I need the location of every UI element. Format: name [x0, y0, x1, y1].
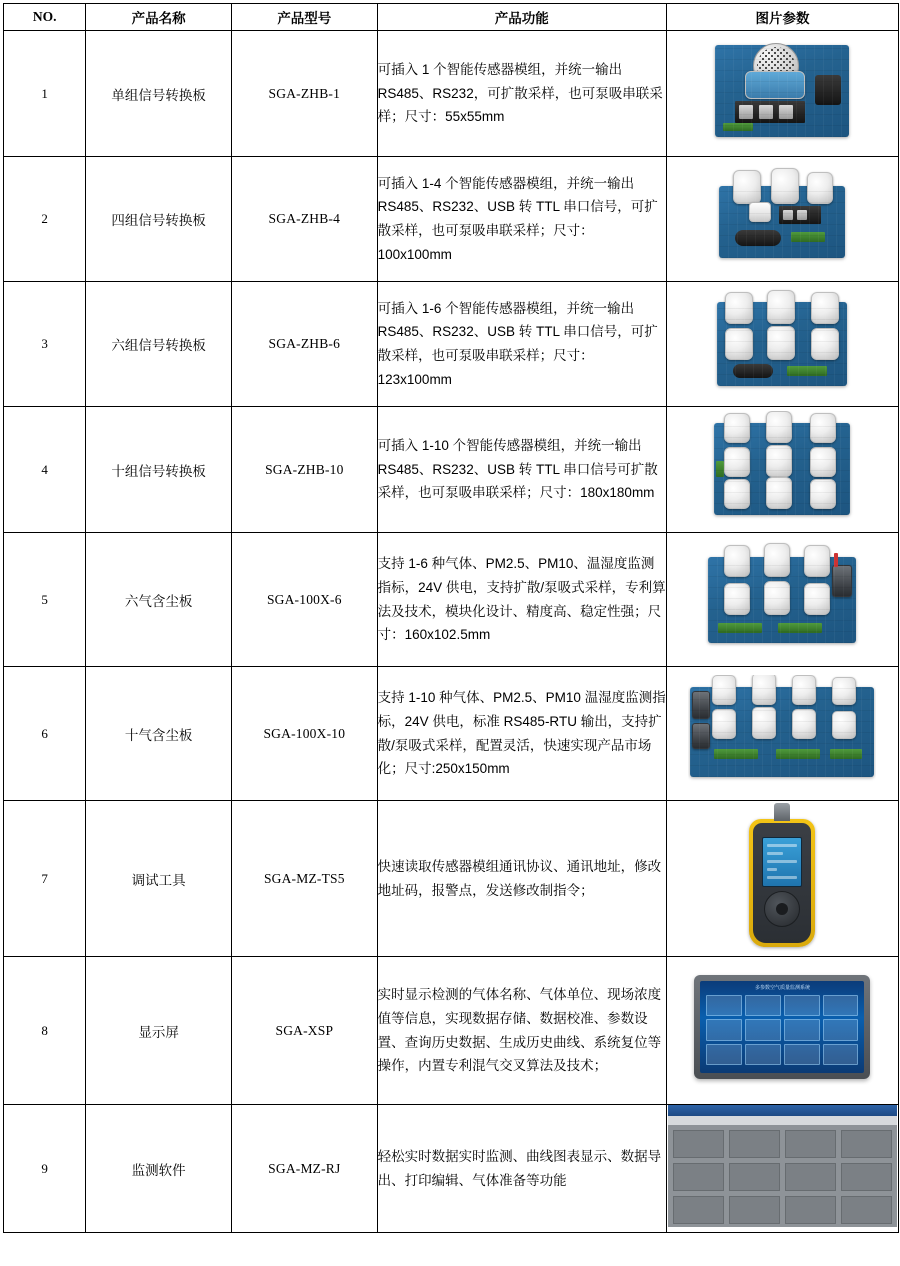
row-product-name: 单组信号转换板: [86, 31, 232, 157]
lcd-display-screen-image: [690, 971, 874, 1085]
table-row: [4, 957, 899, 1105]
row-product-model: SGA-XSP: [232, 957, 378, 1105]
row-product-function: 可插入 1-10 个智能传感器模组，并统一输出 RS485、RS232、USB 转 TTL 串口信号可扩散采样，也可泵吸串联采样；尺寸：180x180mm: [377, 407, 666, 533]
table-row: [4, 31, 899, 157]
row-product-function: 实时显示检测的气体名称、气体单位、现场浓度值等信息，实现数据存储、数据校准、参数设置、查询历史数据、生成历史曲线、系统复位等操作，内置专利混气交叉算法及技术；: [377, 957, 666, 1105]
display-device: [694, 975, 870, 1079]
monitoring-software-screenshot-image: [668, 1105, 897, 1227]
device-screen: [762, 837, 802, 887]
row-no: 1: [4, 31, 86, 157]
table-row: [4, 667, 899, 801]
row-product-image: [666, 957, 898, 1105]
software-window: [668, 1105, 897, 1227]
row-product-name: 十气含尘板: [86, 667, 232, 801]
row-product-function: 可插入 1-4 个智能传感器模组，并统一输出 RS485、RS232、USB 转 TTL 串口信号，可扩散采样，也可泵吸串联采样；尺寸：100x100mm: [377, 157, 666, 282]
row-no: 2: [4, 157, 86, 282]
row-product-image: [666, 31, 898, 157]
row-product-image: [666, 282, 898, 407]
row-product-model: SGA-ZHB-1: [232, 31, 378, 157]
row-product-name: 显示屏: [86, 957, 232, 1105]
row-product-image: [666, 407, 898, 533]
row-product-function: 可插入 1-6 个智能传感器模组，并统一输出 RS485、RS232、USB 转 TTL 串口信号，可扩散采样，也可泵吸串联采样；尺寸：123x100mm: [377, 282, 666, 407]
handheld-debug-tool-image: [737, 801, 827, 951]
header-image-parameters: 图片参数: [666, 4, 898, 31]
row-no: 3: [4, 282, 86, 407]
pcb-six-sensor-board-image: [707, 288, 857, 396]
row-product-model: SGA-ZHB-4: [232, 157, 378, 282]
row-product-model: SGA-MZ-RJ: [232, 1105, 378, 1233]
row-product-image: [666, 533, 898, 667]
pcb-ten-gas-dust-board-image: [688, 675, 876, 787]
row-product-function: 可插入 1 个智能传感器模组，并统一输出 RS485、RS232，可扩散采样，也可泵吸串联采样；尺寸：55x55mm: [377, 31, 666, 157]
row-product-function: 快速读取传感器模组通讯协议、通讯地址，修改地址码，报警点，发送修改制指令；: [377, 801, 666, 957]
product-table: [3, 3, 899, 1233]
device-body: [753, 823, 811, 943]
row-product-model: SGA-100X-10: [232, 667, 378, 801]
lcd-panel: [700, 981, 864, 1073]
row-product-image: [666, 1105, 898, 1233]
software-titlebar: [668, 1105, 897, 1116]
sensor-probe: [774, 803, 790, 821]
row-product-function: 轻松实时数据实时监测、曲线图表显示、数据导出、打印编辑、气体准备等功能: [377, 1105, 666, 1233]
row-product-model: SGA-ZHB-6: [232, 282, 378, 407]
table-body: [4, 31, 899, 1233]
header-product-function: 产品功能: [377, 4, 666, 31]
pcb-ten-sensor-board-image: [706, 411, 858, 523]
pcb-six-gas-dust-board-image: [702, 541, 862, 653]
row-product-model: SGA-MZ-TS5: [232, 801, 378, 957]
row-product-function: 支持 1-10 种气体、PM2.5、PM10 温湿度监测指标，24V 供电，标准 RS485-RTU 输出，支持扩散/泵吸式采样，配置灵活，快速实现产品市场化；尺寸:250x150mm: [377, 667, 666, 801]
table-header-row: [4, 4, 899, 31]
row-product-function: 支持 1-6 种气体、PM2.5、PM10、温湿度监测指标，24V 供电，支持扩散/泵吸式采样，专利算法及技术，模块化设计、精度高、稳定性强；尺寸：160x102.5mm: [377, 533, 666, 667]
row-product-model: SGA-ZHB-10: [232, 407, 378, 533]
row-no: 8: [4, 957, 86, 1105]
row-no: 5: [4, 533, 86, 667]
table-header: [4, 4, 899, 31]
table-row: [4, 282, 899, 407]
table-row: [4, 157, 899, 282]
row-no: 7: [4, 801, 86, 957]
handheld-device: [749, 819, 815, 947]
row-product-image: [666, 157, 898, 282]
row-no: 4: [4, 407, 86, 533]
row-product-name: 六组信号转换板: [86, 282, 232, 407]
row-product-name: 十组信号转换板: [86, 407, 232, 533]
header-no: NO.: [4, 4, 86, 31]
lcd-title: 多参数空气质量监测系统: [754, 985, 810, 991]
row-product-image: [666, 801, 898, 957]
row-product-image: [666, 667, 898, 801]
software-data-grid: [668, 1125, 897, 1227]
table-row: [4, 1105, 899, 1233]
device-keypad[interactable]: [764, 891, 800, 927]
row-no: 6: [4, 667, 86, 801]
header-product-name: 产品名称: [86, 4, 232, 31]
row-product-name: 六气含尘板: [86, 533, 232, 667]
table-row: [4, 407, 899, 533]
pcb-four-sensor-board-image: [707, 164, 857, 270]
header-product-model: 产品型号: [232, 4, 378, 31]
row-product-name: 四组信号转换板: [86, 157, 232, 282]
row-product-name: 监测软件: [86, 1105, 232, 1233]
pcb-single-sensor-board-image: [707, 39, 857, 143]
row-no: 9: [4, 1105, 86, 1233]
table-row: [4, 533, 899, 667]
row-product-model: SGA-100X-6: [232, 533, 378, 667]
lcd-readout-grid: [706, 995, 858, 1065]
table-row: [4, 801, 899, 957]
row-product-name: 调试工具: [86, 801, 232, 957]
